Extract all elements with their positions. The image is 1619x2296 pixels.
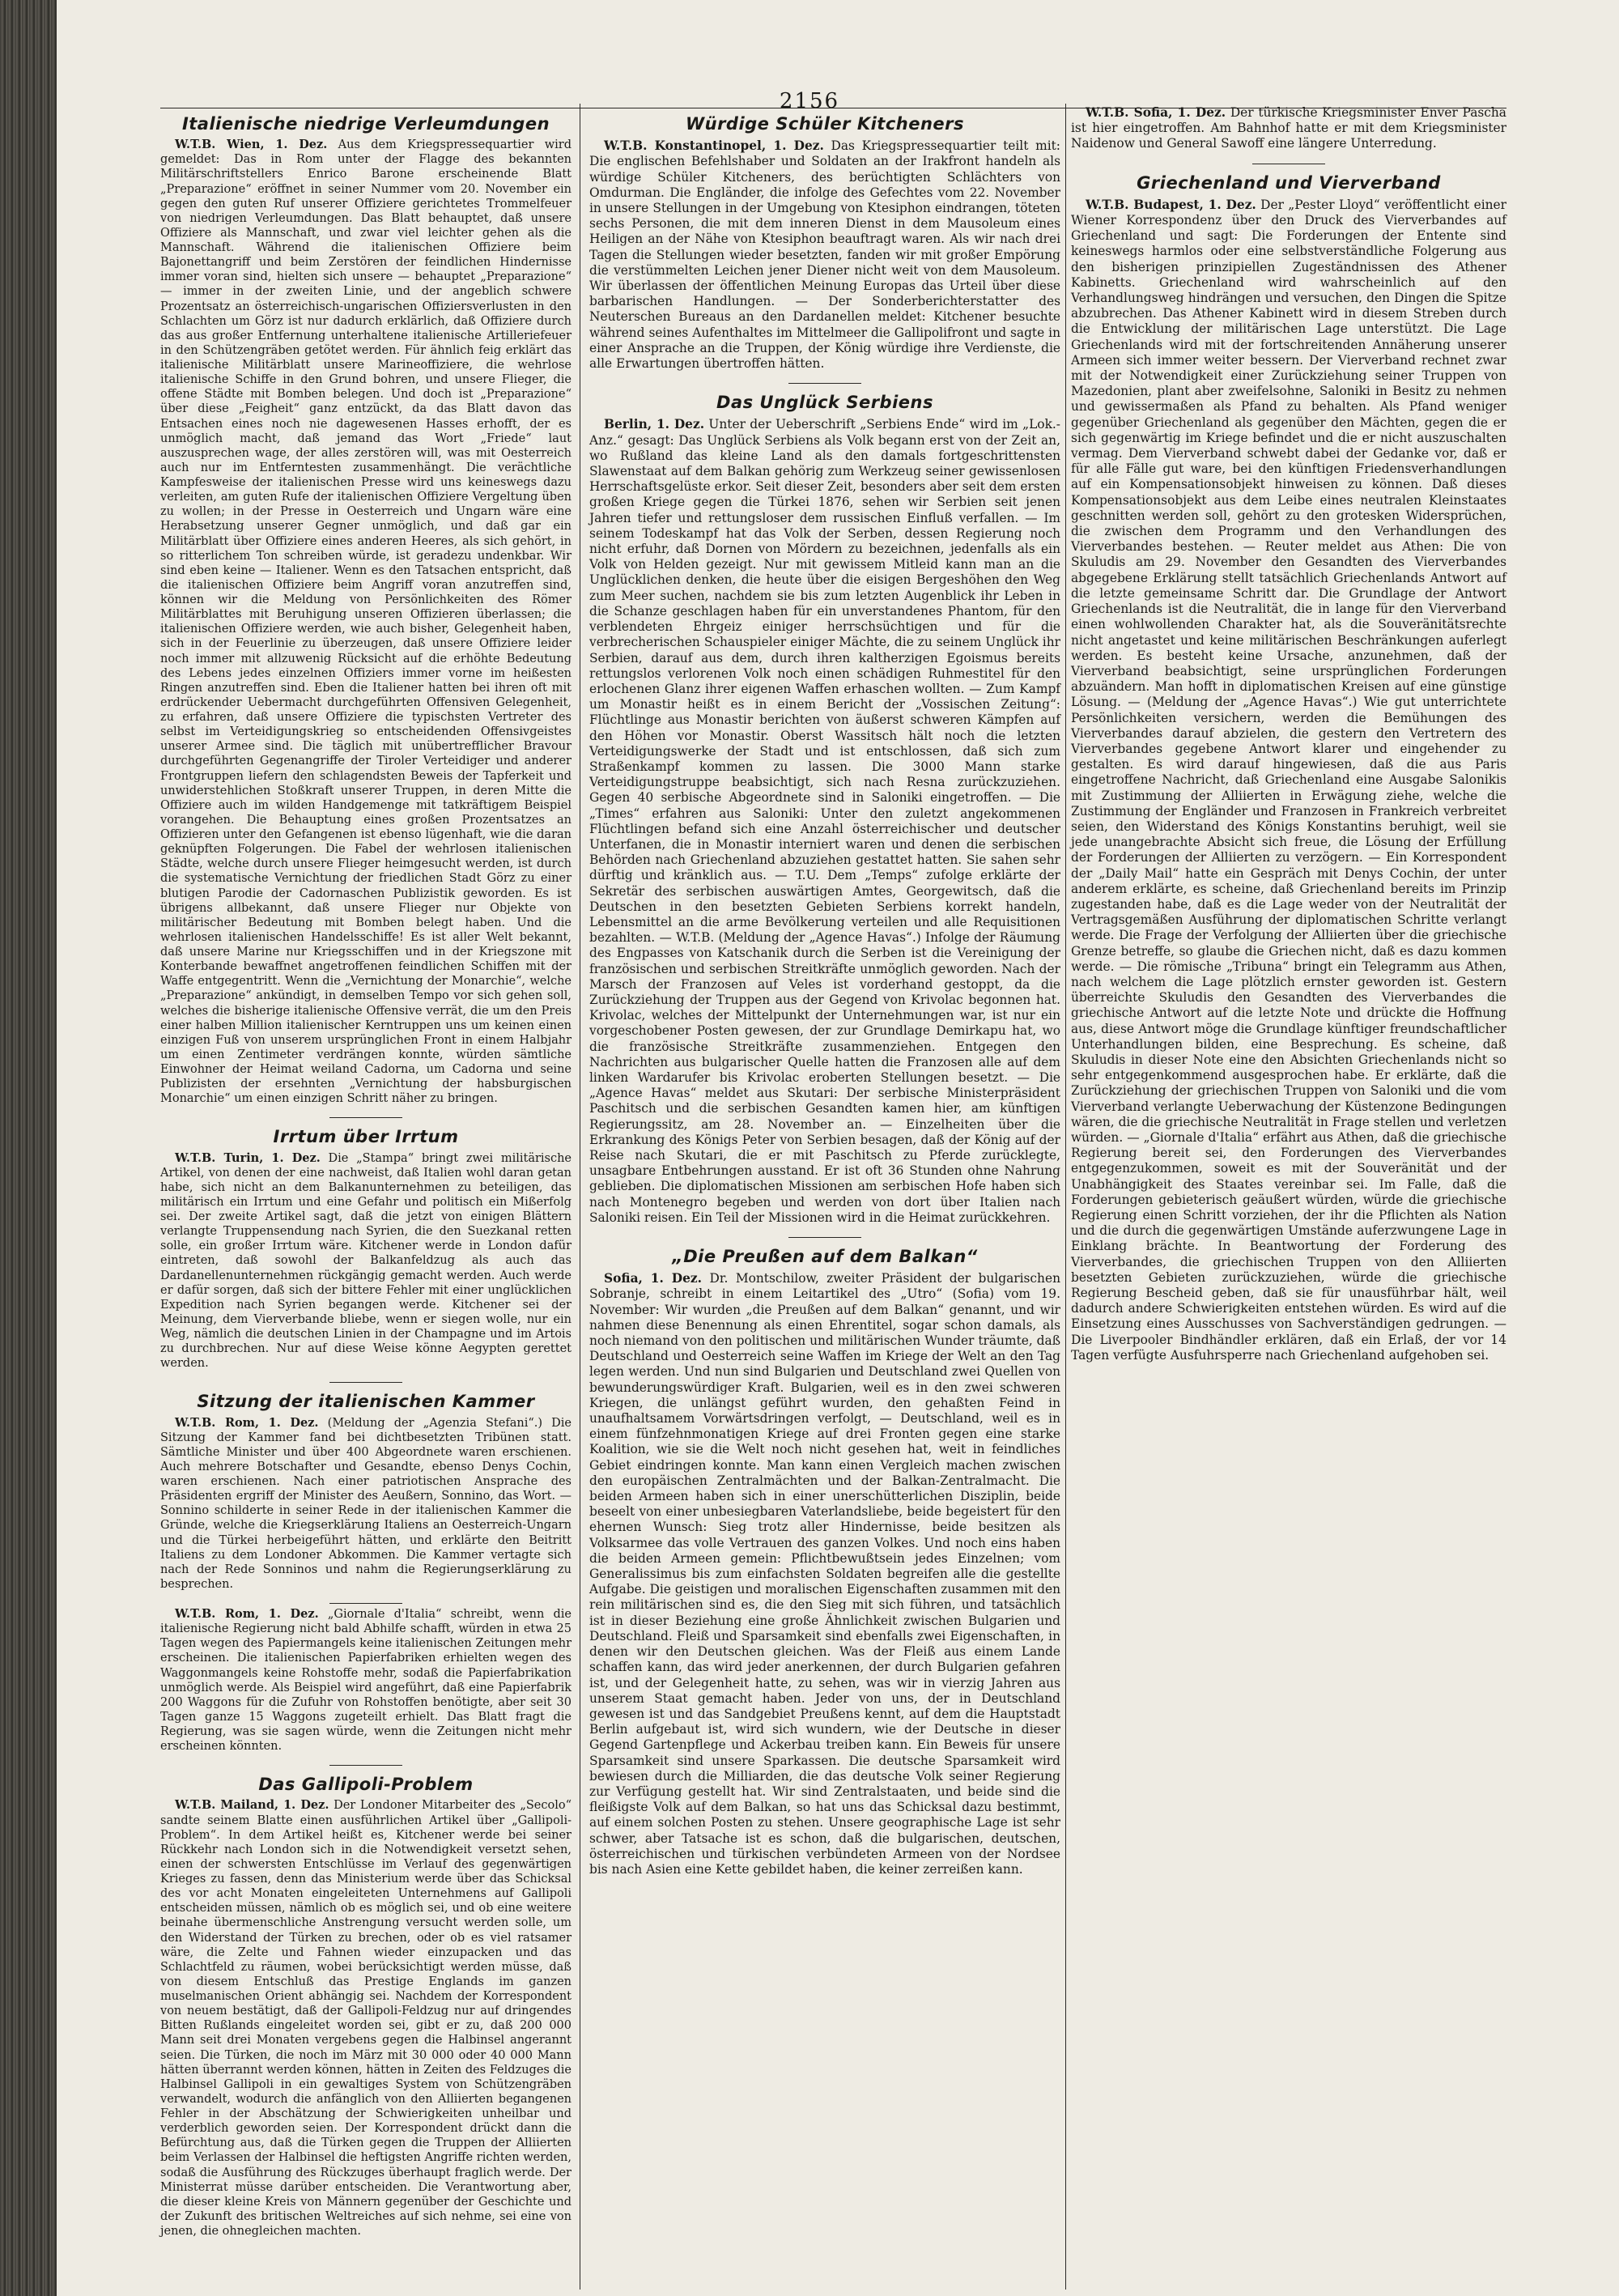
article-text: Der „Pester Lloyd“ veröffentlicht einer Wiener Korrespondenz über den Druck des Vierverbandes auf Griechenland und sagt: Die Forderungen der Entente sind keineswegs harmlos oder eine selbstverständliche Folgerung aus den bisherigen prinzipiellen Zugeständnissen des Athener Kabinetts. Griechenland wird wahrscheinlich auf den Verhandlungsweg hindrängen und versuchen, den Dingen die Spitze abzubrechen. Das Athener Kabinett wird in diesem Streben durch die Entwicklung der militärischen Lage unterstützt. Die Lage Griechenlands wird mit der fortschreitenden Annäherung unserer Armeen sich immer weiter bessern. Der Vierverband rechnet zwar mit der Notwendigkeit einer Zurückziehung seiner Truppen von Mazedonien, plant aber zweifelsohne, Saloniki in Besitz zu nehmen und gewissermaßen als Pfand zu behalten. Als Pfand weniger gegenüber Griechenland als gegenüber den Mächten, gegen die er sich gegenwärtig im Kriege befindet und die er nicht auszuschalten vermag. Dem Vierverband schwebt dabei der Gedanke vor, daß er für alle Fälle gut ware, bei den künftigen Friedensverhandlungen auf ein Kompensationsobjekt hinweisen zu können. Daß dieses Kompensationsobjekt aus dem Leibe eines neutralen Kleinstaates geschnitten werden soll, gehört zu den grotesken Widersprüchen, die zwischen dem Programm und den Verhandlungen des Vierverbandes bestehen. — Reuter meldet aus Athen: Die von Skuludis am 29. November den Gesandten des Vierverbandes abgegebene Erklärung stellt tatsächlich Griechenlands Antwort auf die letzte gemeinsame Schritt dar. Die Grundlage der Antwort Griechenlands ist die Neutralität, die in lange für den Vierverband einen wohlwollenden Charakter hat, als die Souveränitätsrechte nicht angetastet und keine militärischen Beschränkungen auferlegt werden. Es besteht keine Ursache, anzunehmen, daß der Vierverband beabsichtigt, seine ursprünglichen Forderungen abzuändern. Man hofft in diplomatischen Kreisen auf eine günstige Lösung. — (Meldung der „Agence Havas“.) Wie gut unterrichtete Persönlichkeiten versichern, werden die Bemühungen des Vierverbandes darauf abzielen, die gestern den Vertretern des Vierverbandes gegebene Antwort klarer und eingehender zu gestalten. Es wird darauf hingewiesen, daß die aus Paris eingetroffene Nachricht, daß Griechenland eine Ausgabe Salonikis mit Zustimmung der Alliierten in Erwägung ziehe, welche die Zustimmung der Engländer und Franzosen in Frankreich verbreitet seien, den Widerstand des Königs Konstantins beruhigt, weil sie jede unangebrachte Absicht sich freue, die Lösung der Erfüllung der Forderungen der Alliierten zu verzögern. — Ein Korrespondent der „Daily Mail“ hatte ein Gespräch mit Denys Cochin, der unter anderem erklärte, es scheine, daß Griechenland bereits im Prinzip zugestanden habe, daß es die Lage weder von der Neutralität der Vertragsgemäßen Ausführung der diplomatischen Schritte verlangt werde. Die Frage der Verfolgung der Alliierten über die griechische Grenze betreffe, so glaube die Griechen nicht, daß es dazu kommen werde. — Die römische „Tribuna“ bringt ein Telegramm aus Athen, nach welchem die Lage plötzlich ernster geworden ist. Gestern überreichte Skuludis den Gesandten des Vierverbandes die griechische Antwort auf die letzte Note und drückte die Hoffnung aus, diese Antwort möge die Grundlage künftiger freundschaftlicher Unterhandlungen bilden, eine Besprechung. Es scheine, daß Skuludis in dieser Note eine den Absichten Griechenlands nicht so sehr entgegenkommend ausgesprochen habe. Er erklärte, daß die Zurückziehung der griechischen Truppen von Saloniki und die vom Vierverband verlangte Ueberwachung der Küstenzone Bedingungen wären, die die griechische Neutralität in Frage stellen und verletzen würden. — „Giornale d'Italia“ erfährt aus Athen, daß die griechische Regierung bereit sei, den Forderungen des Vierverbandes entgegenzukommen, soweit es mit der Souveränität und der Unabhängigkeit des Staates vereinbar sei. Im Falle, daß die Forderungen gebieterisch geäußert würden, würde die griechische Regierung einen Schritt vorziehen, der ihr die Pflichten als Nation und die durch die gegenwärtigen Umstände auferzwungene Lage in Einklang brächte. In Beantwortung der Forderung des Vierverbandes, die griechischen Truppen von den Alliierten besetzten Gebieten zurückzuziehen, würde die griechische Regierung Bescheid geben, daß sie für unausführbar hält, weil dadurch andere Schwierigkeiten entstehen würden. Es wird auf die Einsetzung eines Ausschusses von Sachverständigen gedrungen. — Die Liverpooler Bindhändler erklären, daß ein Erlaß, der vor 14 Tagen verfügte Ausfuhrsperre nach Griechenland aufgehoben sei.	[1071, 197, 1506, 1363]
article-heading: Irrtum über Irrtum	[273, 1127, 459, 1147]
article-divider	[329, 1117, 402, 1118]
article-heading: „Die Preußen auf dem Balkan“	[672, 1247, 978, 1267]
article-text: Unter der Ueberschrift „Serbiens Ende“ wird im „Lok.-Anz.“ gesagt: Das Unglück Serbiens als Volk begann erst von der Zeit an, wo Rußland das kleine Land als den damals fortgeschrittensten Slawenstaat auf dem Balkan gehörig zum Werkzeug seiner gewissenlosen Herrschaftsgelüste erkor. Seit dieser Zeit, besonders aber seit dem ersten großen Kriege gegen die Türkei 1876, sehen wir Serbien seit jenen Jahren tiefer und rettungsloser dem russischen Einfluß verfallen. — Im seinem Todeskampf hat das Volk der Serben, dessen Regierung noch nicht erfuhr, daß Dornen von Mördern zu bezeichnen, jedenfalls als ein Volk von Helden gezeigt. Nur mit gewissem Mitleid kann man an die Unglücklichen denken, die heute über die eisigen Bergeshöhen den Weg zum Meer suchen, nachdem sie bis zum letzten Augenblick ihr Leben in die Schanze geschlagen haben für ein unverstandenes Phantom, für den verblendeten Ehrgeiz einiger herrschsüchtigen und für die verbrecherischen Schauspieler einiger Mächte, die zu seinem Unglück ihr Serbien, darauf aus dem, durch ihren kaltherzigen Egoismus bereits rettungslos verlorenen Volk noch einen schädigen Ruhmestitel für den erlochenen Glanz ihrer eigenen Waffen erhaschen wollten. — Zum Kampf um Monastir heißt es in einem Bericht der „Vossischen Zeitung“: Flüchtlinge aus Monastir berichten von äußerst schweren Kämpfen auf den Höhen vor Monastir. Oberst Wassitsch hält noch die letzten Verteidigungswerke der Stadt und ist entschlossen, daß sich zum Straßenkampf kommen zu lassen. Die 3000 Mann starke Verteidigungstruppe beabsichtigt, sich nach Resna zurückzuziehen. Gegen 40 serbische Abgeordnete sind in Saloniki eingetroffen. — Die „Times“ erfahren aus Saloniki: Unter den zuletzt angekommenen Flüchtlingen befand sich eine Anzahl österreichischer und deutscher Unterfanen, die in Monastir interniert waren und denen die serbischen Behörden nach Griechenland abzuziehen gestattet hatten. Sie sahen sehr dürftig und kränklich aus. — T.U. Dem „Temps“ zufolge erklärte der Sekretär des serbischen auswärtigen Amtes, Georgewitsch, daß die Deutschen in den besetzten Gebieten Serbiens korrekt handeln, Lebensmittel an die arme Bevölkerung verteilen und alle Requisitionen bezahlten. — W.T.B. (Meldung der „Agence Havas“.) Infolge der Räumung des Engpasses von Katschanik durch die Serben ist die Vereinigung der französischen und serbischen Streitkräfte unmöglich geworden. Nach der Marsch der Franzosen auf Veles ist vorderhand gestoppt, da die Zurückziehung der Truppen aus der Gegend von Krivolac begonnen hat. Krivolac, welches der Mittelpunkt der Unternehmungen war, ist nur ein vorgeschobener Posten gewesen, der zur Grundlage Demirkapu hat, wo die französische Streitkräfte zusammenziehen. Entgegen den Nachrichten aus bulgarischer Quelle hatten die Franzosen alle auf dem linken Wardarufer bis Krivolac eroberten Stellungen besetzt. — Die „Agence Havas“ meldet aus Skutari: Der serbische Ministerpräsident Paschitsch und die serbischen Gesandten kamen hier, am künftigen Regierungssitz, am 28. November an. — Einzelheiten über die Erkrankung des Königs Peter von Serbien besagen, daß der König auf der Reise nach Skutari, die er mit Paschitsch zu Pferde zurücklegte, unsagbare Entbehrungen ausstand. Er ist oft 36 Stunden ohne Nahrung geblieben. Die diplomatischen Missionen am serbischen Hofe haben sich nach Montenegro begeben und werden von dort über Italien nach Saloniki reisen. Ein Teil der Missionen wird in die Heimat zurückkehren.	[589, 417, 1060, 1225]
article-divider	[329, 1765, 402, 1766]
article-body	[1071, 198, 1506, 1363]
article-dateline: Sofia, 1. Dez.	[604, 1271, 703, 1286]
article-body	[160, 1416, 572, 1592]
article-body	[589, 417, 1060, 1226]
article-text: Das Kriegspressequartier teilt mit: Die englischen Befehlshaber und Soldaten an der Irakfront handeln als würdige Schüler Kitcheners, des berüchtigten Schlächters von Omdurman. Die Engländer, die infolge des Gefechtes vom 22. November in unsere Stellungen in der Umgebung von Ktesiphon eindrangen, töteten sechs Personen, die mit dem inneren Dienst in dem Mausoleum eines Heiligen an der Nähe von Ktesiphon beauftragt waren. Als wir nach drei Tagen die Stellungen wieder besetzten, fanden wir mit großer Empörung die verstümmelten Leichen jener Diener nicht weit von dem Mausoleum. Wir überlassen der öffentlichen Meinung Europas das Urteil über diese barbarischen Handlungen. — Der Sonderberichterstatter des Neuterschen Bureaus an den Dardanellen meldet: Kitchener besuchte während seines Aufenthaltes im Mittelmeer die Gallipolifront und sagte in einer Ansprache an die Truppen, der König würdige ihre Verdienste, die alle Erwartungen übertroffen hätten.	[589, 138, 1060, 372]
article-dateline: Berlin, 1. Dez.	[604, 417, 705, 432]
article-text: Dr. Montschilow, zweiter Präsident der bulgarischen Sobranje, schreibt in einem Leitartikel des „Utro“ (Sofia) vom 19. November: Wir wurden „die Preußen auf dem Balkan“ genannt, und wir nahmen diese Benennung als einen Ehrentitel, sogar schon damals, als noch niemand von den politischen und militärischen Wunder träumte, daß Deutschland und Oesterreich seine Waffen im Kriege der Welt an den Tag legen werden. Und nun sind Bulgarien und Deutschland zwei Quellen von bewunderungswürdiger Kraft. Bulgarien, weil es in den zwei schweren Kriegen, die unlängst geführt wurden, den gehaßten Feind in unaufhaltsamem Vorwärtsdringen verfolgt, — Deutschland, weil es in einem fünfzehnmonatigen Kriege auf drei Fronten gegen eine starke Koalition, wie sie die Welt noch nicht gesehen hat, weit in feindliches Gebiet eindringen konnte. Man kann einen Vergleich machen zwischen den europäischen Zentralmächten und der Balkan-Zentralmacht. Die beiden Armeen haben sich in einer unerschütterlichen Disziplin, beide beseelt von einer unbesiegbaren Vaterlandsliebe, beide begeistert für den ehernen Wunsch: Sieg trotz aller Hindernisse, beide besitzen als Volksarmee das volle Vertrauen des ganzen Volkes. Und noch eins haben die beiden Armeen gemein: Pflichtbewußtsein jedes Einzelnen; vom Generalissimus bis zum einfachsten Soldaten begreifen alle die gestellte Aufgabe. Die geistigen und moralischen Eigenschaften zusammen mit den rein militärischen sind es, die den Sieg mit sich führen, und tatsächlich ist in dieser Beziehung eine große Ähnlichkeit zwischen Bulgarien und Deutschland. Fleiß und Sparsamkeit sind ebenfalls zwei Eigenschaften, in denen wir den Deutschen gleichen. Was der Fleiß aus einem Lande schaffen kann, das wird jeder anerkennen, der durch Bulgarien gefahren ist, und der Gelegenheit hatte, zu sehen, was wir in vierzig Jahren aus unserem Staat gemacht haben. Jeder von uns, der in Deutschland gewesen ist und das Sandgebiet Preußens kennt, auf dem die Hauptstadt Berlin aufgebaut ist, wird sich wundern, wie der Deutsche in dieser Gegend Gartenpflege und Ackerbau treiben kann. Ein Beweis für unsere Sparsamkeit sind unsere Sparkassen. Die deutsche Sparsamkeit wird bewiesen durch die Milliarden, die das deutsche Volk seiner Regierung zur Verfügung gestellt hat. Wir sind Zentralstaaten, und beide sind die fleißigste Volk auf dem Balkan, so hat uns das Schicksal dazu bestimmt, auf einem solchen Posten zu stehen. Unsere geographische Lage ist sehr schwer, aber Tatsache ist es schon, daß die bulgarischen, deutschen, österreichischen und türkischen verbündeten Armeen von der Nordsee bis nach Asien eine Kette gebildet haben, die keiner zerreißen kann.	[589, 1271, 1060, 1877]
book-binding-edge	[0, 0, 57, 2296]
article-heading: Würdige Schüler Kitcheners	[685, 114, 965, 134]
article-divider	[329, 1382, 402, 1383]
article-dateline: W.T.B. Rom, 1. Dez.	[175, 1607, 319, 1621]
column-rule	[1065, 104, 1066, 2290]
article-dateline: W.T.B. Rom, 1. Dez.	[175, 1415, 319, 1430]
article-heading: Sitzung der italienischen Kammer	[197, 1392, 535, 1412]
article-text: Die „Stampa“ bringt zwei militärische Artikel, von denen der eine nachweist, daß Italien wohl daran getan habe, sich nicht an dem Balkanunternehmen zu beteiligen, das militärisch ein Irrtum und eine Gefahr und politisch ein Mißerfolg sei. Der zweite Artikel sagt, daß die jetzt von einigen Blättern verlangte Truppensendung nach Syrien, die den Suezkanal retten solle, ein großer Irrtum wäre. Kitchener werde in London dafür eintreten, daß sowohl der Balkanfeldzug als auch das Dardanellenunternehmen rückgängig gemacht werden. Auch werde er dafür sorgen, daß sich der bittere Fehler mit einer unglücklichen Expedition nach Syrien begangen werde. Kitchener sei der Meinung, dem Vierverbande bliebe, wenn er siegen wolle, nur ein Weg, nämlich die deutschen Linien in der Champagne und im Artois zu durchbrechen. Nur auf diese Weise könne Aegypten gerettet werden.	[160, 1151, 572, 1371]
article-body	[589, 1271, 1060, 1877]
article-divider	[329, 1603, 402, 1604]
article-text: „Giornale d'Italia“ schreibt, wenn die italienische Regierung nicht bald Abhilfe schafft, würden in etwa 25 Tagen wegen des Papiermangels keine italienischen Zeitungen mehr erscheinen. Die italienischen Papierfabriken erhielten wegen des Waggonmangels keine Rohstoffe mehr, sodaß die Papierfabrikation unmöglich werde. Als Beispiel wird angeführt, daß eine Papierfabrik 200 Waggons für die Zufuhr von Rohstoffen benötigte, aber seit 30 Tagen ganze 15 Waggons zugeteilt erhielt. Das Blatt fragt die Regierung, was sie sagen würde, wenn die Zeitungen nicht mehr erscheinen könnten.	[160, 1608, 572, 1754]
column-middle	[589, 105, 1060, 1879]
article-dateline: W.T.B. Mailand, 1. Dez.	[175, 1798, 329, 1813]
article-heading: Das Unglück Serbiens	[716, 393, 933, 413]
article-body	[160, 1607, 572, 1754]
article-body	[160, 138, 572, 1106]
column-right	[1071, 105, 1506, 1365]
article-body	[160, 1151, 572, 1371]
article-dateline: W.T.B. Wien, 1. Dez.	[175, 138, 328, 152]
article-heading: Das Gallipoli-Problem	[258, 1775, 474, 1795]
article-body	[1071, 105, 1506, 152]
article-heading: Italienische niedrige Verleumdungen	[181, 114, 550, 134]
article-text: Aus dem Kriegspressequartier wird gemeldet: Das in Rom unter der Flagge des bekannten Militärschriftstellers Enrico Barone erscheinende Blatt „Preparazione“ eröffnet in seiner Nummer vom 20. November ein gegen den guten Ruf unserer Offiziere gerichtetes Trommelfeuer von niedrigen Verleumdungen. Das Blatt behauptet, daß unsere Offiziere als Mannschaft, und zwar viel leichter gehen als die Mannschaft. Während die italienischen Offiziere beim Bajonettangriff und beim Zerstören der feindlichen Hindernisse immer voran sind, hielten sich unsere — behauptet „Preparazione“ — immer in der zweiten Linie, und der angeblich schwere Prozentsatz an österreichisch-ungarischen Offiziersverlusten in den Schlachten um Görz ist nur dadurch erklärlich, daß Offiziere durch das aus großer Entfernung unterhaltene italienische Artilleriefeuer in den Schützengräben getötet werden. Für ähnlich feig erklärt das italienische Militärblatt unsere Marineoffiziere, die wehrlose italienische Schiffe in den Grund bohren, und unsere Flieger, die offene Städte mit Bomben belegen. Und doch ist „Preparazione“ über diese „Feigheit“ ganz entzückt, da das Blatt davon das Entsachen eines noch nie dagewesenen Hasses erhofft, der es unmöglich macht, daß jemand das Wort „Friede“ laut auszusprechen wage, der alles zerstören will, was mit Oesterreich auch nur im Entferntesten zusammenhängt. Die verächtliche Kampfesweise der italienischen Presse wird uns keineswegs dazu verleiten, am guten Rufe der italienischen Offiziere Vergeltung üben zu wollen; in der Presse in Oesterreich und Ungarn wäre eine Herabsetzung unserer Gegner unmöglich, und daß gar ein Militärblatt über Offiziere eines anderen Heeres, als sich gehört, in so ritterlichem Ton schreiben würde, ist geradezu undenkbar. Wir sind eben keine — Italiener. Wenn es den Tatsachen entspricht, daß die italienischen Offiziere beim Angriff voran anzutreffen sind, können wir die Meldung von Persönlichkeiten des Römer Militärblattes mit Beruhigung unseren Offizieren überlassen; die italienischen Offiziere werden, wie auch bisher, Gelegenheit haben, sich in der Feuerlinie zu überzeugen, daß unsere Offiziere leider noch immer mit allzuwenig Rücksicht auf die erhöhte Bedeutung des Lebens jedes einzelnen Offiziers immer vorne im heißesten Ringen anzutreffen sind. Eben die Italiener hatten bei ihren oft mit erdrückender Uebermacht durchgeführten Offensiven Gelegenheit, zu erfahren, daß unsere Offiziere die typischsten Vertreter des selbst im Verteidigungskrieg so entscheidenden Offensivgeistes unserer Armee sind. Die täglich mit unübertrefflicher Bravour durchgeführten Gegenangriffe der Tiroler Verteidiger und anderer Frontgruppen liefern den schlagendsten Beweis der Tapferkeit und unwiderstehlichen Stoßkraft unserer Truppen, in deren Mitte die Offiziere auch im wilden Handgemenge mit tatkräftigem Beispiel vorangehen. Die Behauptung eines großen Prozentsatzes an Offizieren unter den Gefangenen ist ebenso lügenhaft, wie die daran geknüpften Folgerungen. Die Fabel der wehrlosen italienischen Städte, welche durch unsere Flieger heimgesucht werden, ist durch die systematische Vernichtung der friedlichen Stadt Görz zu einer blutigen Parodie der Cadornaschen Publizistik geworden. Es ist übrigens allbekannt, daß unsere Flieger nur Objekte von militärischer Bedeutung mit Bomben belegt haben. Und die wehrlosen italienischen Handelsschiffe! Es ist aller Welt bekannt, daß unsere Marine nur Kriegsschiffen und in der Kriegszone mit Konterbande bewaffnet angetroffenen feindlichen Schiffen mit der Waffe entgegentritt. Wenn die „Vernichtung der Monarchie“, welche „Preparazione“ ankündigt, in demselben Tempo vor sich gehen soll, welches die bisherige italienische Offensive verrät, die um den Preis einer halben Million italienischer Kerntruppen uns um keinen einen einzigen Fuß von unserem ursprünglichen Front in einem Halbjahr um einen Zentimeter verdrängen konnte, würden sämtliche Einwohner der Heimat weiland Cadorna, um Cadorna und seine Publizisten der ersehnten „Vernichtung der habsburgischen Monarchie“ um einen einzigen Schritt näher zu bringen.	[160, 138, 572, 1106]
article-text: Der türkische Kriegsminister Enver Pascha ist hier eingetroffen. Am Bahnhof hatte er mit dem Kriegsminister Naidenow und General Sawoff eine längere Unterredung.	[1071, 105, 1506, 151]
column-left	[160, 105, 572, 2240]
article-dateline: W.T.B. Sofia, 1. Dez.	[1086, 105, 1226, 120]
article-heading: Griechenland und Vierverband	[1137, 172, 1441, 193]
article-dateline: W.T.B. Budapest, 1. Dez.	[1086, 197, 1256, 212]
article-divider	[788, 1237, 861, 1238]
article-body	[589, 138, 1060, 372]
article-dateline: W.T.B. Turin, 1. Dez.	[175, 1150, 321, 1165]
article-text: Der Londoner Mitarbeiter des „Secolo“ sandte seinem Blatte einen ausführlichen Artikel über „Gallipoli-Problem“. In dem Artikel heißt es, Kitchener werde bei seiner Rückkehr nach London sich in die Notwendigkeit versetzt sehen, einen der schwersten Entschlüsse im Verlauf des gegenwärtigen Krieges zu fassen, denn das Ministerium werde über das Schicksal des vor acht Monaten eingeleiteten Unternehmens auf Gallipoli entscheiden müssen, nämlich ob es möglich sei, und ob eine weitere beinahe übermenschliche Anstrengung versucht werden solle, um den Widerstand der Türken zu brechen, oder ob es viel ratsamer wäre, die Zelte und Fahnen wieder einzupacken und das Schlachtfeld zu räumen, wobei berücksichtigt werden müsse, daß von diesem Entschluß das Prestige Englands im ganzen muselmanischen Orient abhängig sei. Nachdem der Korrespondent von neuem bestätigt, daß der Gallipoli-Feldzug nur auf dringendes Bitten Rußlands eingeleitet worden sei, gibt er zu, daß 200 000 Mann seit drei Monaten vergebens gegen die Halbinsel angerannt seien. Die Türken, die noch im März mit 30 000 oder 40 000 Mann hätten überrannt werden können, hätten in Zeiten des Feldzuges die Halbinsel Gallipoli in ein gewaltiges System von Schützengräben verwandelt, wodurch die anfänglich von den Alliierten begangenen Fehler in der Abschätzung der Schwierigkeiten unheilbar und verderblich geworden seien. Der Korrespondent drückt dann die Befürchtung aus, daß die Türken gegen die Truppen der Alliierten beim Verlassen der Halbinsel die heftigsten Angriffe richten werden, sodaß die Ausführung des Rückzuges überhaupt fraglich werde. Der Ministerrat müsse darüber entscheiden. Die Verantwortung aber, die dieser kleine Kreis von Männern gegenüber der Geschichte und der Zukunft des britischen Weltreiches auf sich nehme, sei eine von jenen, die ohnegleichen machten.	[160, 1799, 572, 2238]
article-body	[160, 1798, 572, 2239]
article-text: (Meldung der „Agenzia Stefani“.) Die Sitzung der Kammer fand bei dichtbesetzten Tribünen statt. Sämtliche Minister und über 400 Abgeordnete waren erschienen. Auch mehrere Botschafter und Gesandte, ebenso Denys Cochin, waren erschienen. Nach einer patriotischen Ansprache des Präsidenten ergriff der Minister des Aeußern, Sonnino, das Wort. — Sonnino schilderte in seiner Rede in der italienischen Kammer die Gründe, welche die Kriegserklärung Italiens an Oesterreich-Ungarn und die Türkei herbeigeführt hätten, und erklärte den Beitritt Italiens zu dem Londoner Abkommen. Die Kammer vertagte sich nach der Rede Sonninos und nahm die Regierungserklärung zu besprechen.	[160, 1416, 572, 1591]
article-divider	[788, 383, 861, 384]
page-number: 2156	[779, 89, 840, 113]
article-dateline: W.T.B. Konstantinopel, 1. Dez.	[604, 138, 824, 154]
